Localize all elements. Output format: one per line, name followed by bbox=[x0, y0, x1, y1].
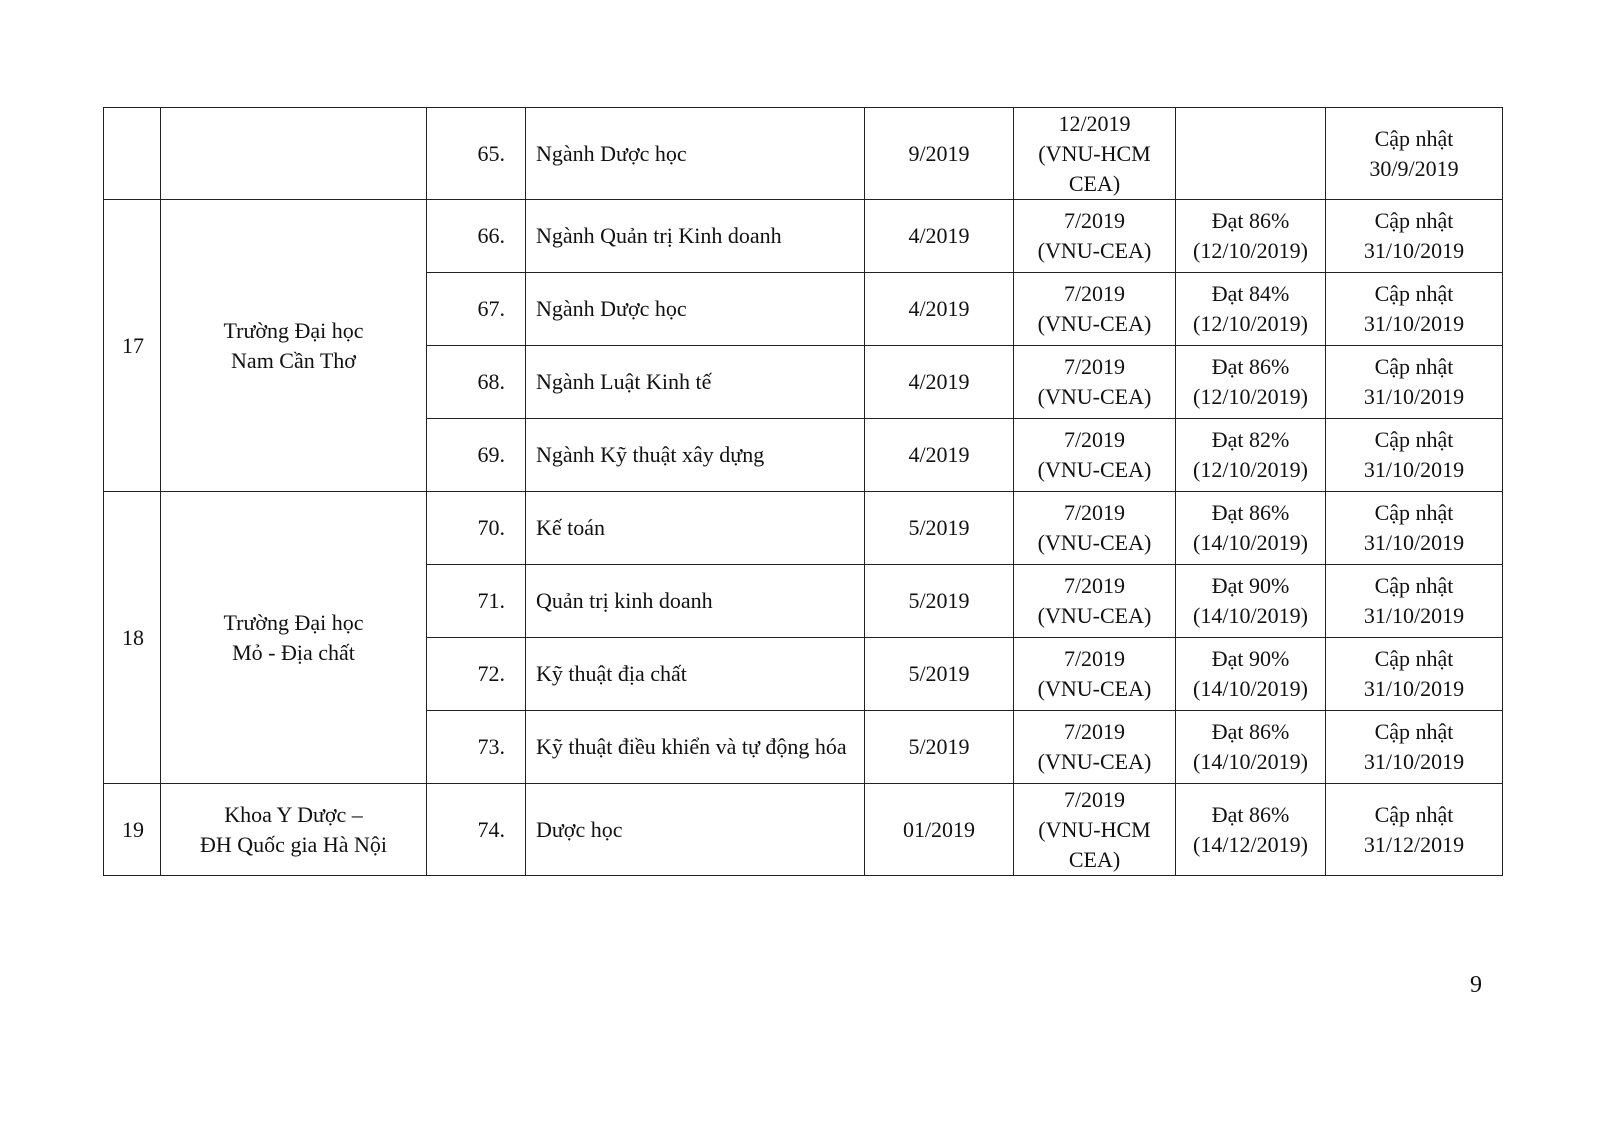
note-cell: Cập nhật 31/10/2019 bbox=[1326, 638, 1503, 711]
program-number-cell: 70. bbox=[427, 492, 526, 565]
program-name-cell: Quản trị kinh doanh bbox=[526, 565, 865, 638]
program-number-cell: 74. bbox=[427, 784, 526, 876]
external-evaluation-cell: 12/2019 (VNU-HCM CEA) bbox=[1014, 108, 1176, 200]
program-number-cell: 71. bbox=[427, 565, 526, 638]
self-evaluation-date-cell: 4/2019 bbox=[865, 346, 1014, 419]
program-name-cell: Kế toán bbox=[526, 492, 865, 565]
stt-cell: 19 bbox=[104, 784, 161, 876]
external-evaluation-cell: 7/2019 (VNU-CEA) bbox=[1014, 711, 1176, 784]
result-cell: Đạt 86% (14/10/2019) bbox=[1176, 492, 1326, 565]
external-evaluation-cell: 7/2019 (VNU-CEA) bbox=[1014, 492, 1176, 565]
school-cell bbox=[161, 108, 427, 200]
program-number-cell: 72. bbox=[427, 638, 526, 711]
result-cell: Đạt 86% (12/10/2019) bbox=[1176, 200, 1326, 273]
program-name-cell: Ngành Dược học bbox=[526, 108, 865, 200]
stt-cell: 18 bbox=[104, 492, 161, 784]
program-number-cell: 68. bbox=[427, 346, 526, 419]
note-cell: Cập nhật 31/12/2019 bbox=[1326, 784, 1503, 876]
external-evaluation-cell: 7/2019 (VNU-CEA) bbox=[1014, 200, 1176, 273]
external-evaluation-cell: 7/2019 (VNU-CEA) bbox=[1014, 638, 1176, 711]
external-evaluation-cell: 7/2019 (VNU-CEA) bbox=[1014, 273, 1176, 346]
note-cell: Cập nhật 31/10/2019 bbox=[1326, 565, 1503, 638]
note-cell: Cập nhật 31/10/2019 bbox=[1326, 273, 1503, 346]
note-cell: Cập nhật 31/10/2019 bbox=[1326, 346, 1503, 419]
table-row bbox=[104, 108, 1503, 200]
accreditation-table bbox=[103, 107, 1503, 876]
result-cell: Đạt 86% (12/10/2019) bbox=[1176, 346, 1326, 419]
program-name-cell: Ngành Quản trị Kinh doanh bbox=[526, 200, 865, 273]
table-row bbox=[104, 784, 1503, 876]
self-evaluation-date-cell: 4/2019 bbox=[865, 200, 1014, 273]
note-cell: Cập nhật 31/10/2019 bbox=[1326, 492, 1503, 565]
external-evaluation-cell: 7/2019 (VNU-HCM CEA) bbox=[1014, 784, 1176, 876]
result-cell: Đạt 90% (14/10/2019) bbox=[1176, 565, 1326, 638]
program-name-cell: Ngành Luật Kinh tế bbox=[526, 346, 865, 419]
external-evaluation-cell: 7/2019 (VNU-CEA) bbox=[1014, 346, 1176, 419]
school-cell: Trường Đại học Nam Cần Thơ bbox=[161, 200, 427, 492]
result-cell bbox=[1176, 108, 1326, 200]
program-name-cell: Kỹ thuật địa chất bbox=[526, 638, 865, 711]
school-cell: Trường Đại học Mỏ - Địa chất bbox=[161, 492, 427, 784]
program-name-cell: Kỹ thuật điều khiển và tự động hóa bbox=[526, 711, 865, 784]
stt-cell: 17 bbox=[104, 200, 161, 492]
note-cell: Cập nhật 30/9/2019 bbox=[1326, 108, 1503, 200]
result-cell: Đạt 84% (12/10/2019) bbox=[1176, 273, 1326, 346]
program-name-cell: Dược học bbox=[526, 784, 865, 876]
program-name-cell: Ngành Kỹ thuật xây dựng bbox=[526, 419, 865, 492]
stt-cell bbox=[104, 108, 161, 200]
external-evaluation-cell: 7/2019 (VNU-CEA) bbox=[1014, 419, 1176, 492]
result-cell: Đạt 86% (14/12/2019) bbox=[1176, 784, 1326, 876]
page-number: 9 bbox=[1470, 972, 1482, 998]
self-evaluation-date-cell: 5/2019 bbox=[865, 565, 1014, 638]
self-evaluation-date-cell: 5/2019 bbox=[865, 711, 1014, 784]
note-cell: Cập nhật 31/10/2019 bbox=[1326, 711, 1503, 784]
result-cell: Đạt 86% (14/10/2019) bbox=[1176, 711, 1326, 784]
program-number-cell: 73. bbox=[427, 711, 526, 784]
self-evaluation-date-cell: 5/2019 bbox=[865, 492, 1014, 565]
self-evaluation-date-cell: 4/2019 bbox=[865, 273, 1014, 346]
self-evaluation-date-cell: 9/2019 bbox=[865, 108, 1014, 200]
note-cell: Cập nhật 31/10/2019 bbox=[1326, 419, 1503, 492]
table-row bbox=[104, 200, 1503, 273]
program-number-cell: 69. bbox=[427, 419, 526, 492]
program-number-cell: 67. bbox=[427, 273, 526, 346]
self-evaluation-date-cell: 5/2019 bbox=[865, 638, 1014, 711]
program-number-cell: 66. bbox=[427, 200, 526, 273]
note-cell: Cập nhật 31/10/2019 bbox=[1326, 200, 1503, 273]
program-number-cell: 65. bbox=[427, 108, 526, 200]
table-row bbox=[104, 492, 1503, 565]
program-name-cell: Ngành Dược học bbox=[526, 273, 865, 346]
school-cell: Khoa Y Dược – ĐH Quốc gia Hà Nội bbox=[161, 784, 427, 876]
self-evaluation-date-cell: 01/2019 bbox=[865, 784, 1014, 876]
external-evaluation-cell: 7/2019 (VNU-CEA) bbox=[1014, 565, 1176, 638]
result-cell: Đạt 82% (12/10/2019) bbox=[1176, 419, 1326, 492]
result-cell: Đạt 90% (14/10/2019) bbox=[1176, 638, 1326, 711]
self-evaluation-date-cell: 4/2019 bbox=[865, 419, 1014, 492]
